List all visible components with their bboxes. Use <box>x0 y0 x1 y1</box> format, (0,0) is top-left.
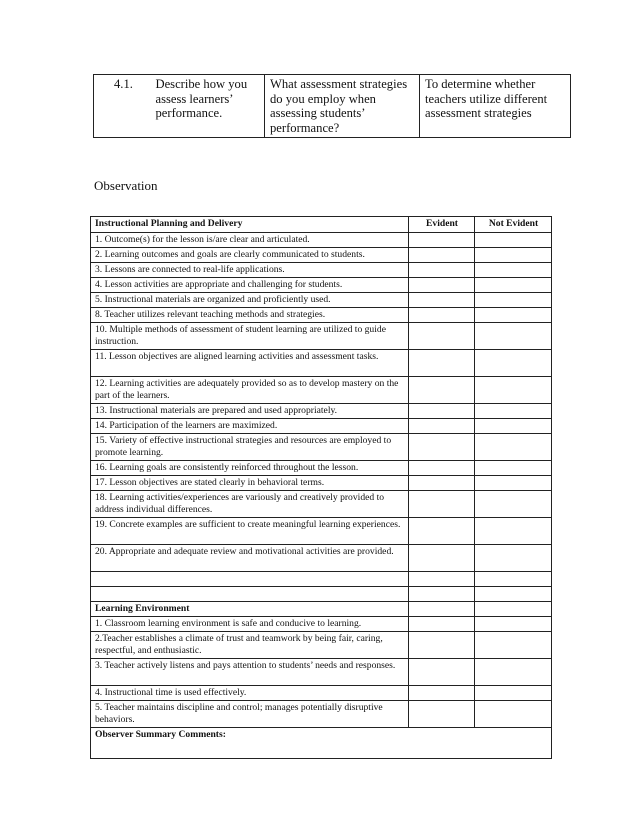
not-evident-cell[interactable] <box>475 404 552 419</box>
evident-cell[interactable] <box>409 617 475 632</box>
planning-item-row <box>91 518 552 545</box>
criterion-text: 2. Learning outcomes and goals are clearly communicated to students. <box>91 248 409 263</box>
evident-cell[interactable] <box>409 518 475 545</box>
criterion-text: 20. Appropriate and adequate review and motivational activities are provided. <box>91 545 409 572</box>
planning-item-row <box>91 323 552 350</box>
not-evident-cell[interactable] <box>475 461 552 476</box>
evident-cell[interactable] <box>409 632 475 659</box>
not-evident-cell[interactable] <box>475 686 552 701</box>
not-evident-cell[interactable] <box>475 617 552 632</box>
evident-cell[interactable] <box>409 476 475 491</box>
planning-item-row <box>91 233 552 248</box>
not-evident-cell[interactable] <box>475 476 552 491</box>
criterion-text: 15. Variety of effective instructional strategies and resources are employed to promote learning. <box>91 434 409 461</box>
planning-item-row <box>91 419 552 434</box>
observation-table <box>90 216 552 759</box>
evident-cell[interactable] <box>409 686 475 701</box>
not-evident-cell[interactable] <box>475 278 552 293</box>
not-evident-header: Not Evident <box>475 217 552 233</box>
planning-item-row <box>91 308 552 323</box>
not-evident-cell[interactable] <box>475 632 552 659</box>
evident-cell[interactable] <box>409 572 475 587</box>
planning-item-row <box>91 278 552 293</box>
assessment-prompt: What assessment strategies do you employ when assessing students’ performance? <box>265 75 420 138</box>
evident-cell[interactable] <box>409 545 475 572</box>
criterion-text: 14. Participation of the learners are maximized. <box>91 419 409 434</box>
environment-title: Learning Environment <box>91 602 409 617</box>
criterion-text: 13. Instructional materials are prepared and used appropriately. <box>91 404 409 419</box>
evident-cell[interactable] <box>409 350 475 377</box>
criterion-text: 1. Classroom learning environment is safe and conducive to learning. <box>91 617 409 632</box>
question-text: Describe how you assess learners’ performance. <box>154 75 265 138</box>
environment-item-row <box>91 617 552 632</box>
not-evident-cell[interactable] <box>475 308 552 323</box>
not-evident-cell[interactable] <box>475 572 552 587</box>
criterion-text: 4. Lesson activities are appropriate and challenging for students. <box>91 278 409 293</box>
evident-cell[interactable] <box>409 434 475 461</box>
not-evident-cell[interactable] <box>475 233 552 248</box>
evident-cell[interactable] <box>409 308 475 323</box>
evident-cell[interactable] <box>409 263 475 278</box>
evident-cell[interactable] <box>409 701 475 728</box>
evident-cell[interactable] <box>409 293 475 308</box>
evident-cell[interactable] <box>409 233 475 248</box>
blank-row <box>91 587 552 602</box>
evident-cell[interactable] <box>409 659 475 686</box>
question-table <box>93 74 571 138</box>
question-number: 4.1. <box>94 75 154 138</box>
evident-cell[interactable] <box>409 404 475 419</box>
planning-item-row <box>91 545 552 572</box>
not-evident-cell[interactable] <box>475 419 552 434</box>
criterion-text: 2.Teacher establishes a climate of trust and teamwork by being fair, caring, respectful, and enthusiastic. <box>91 632 409 659</box>
section-header: Instructional Planning and Delivery <box>91 217 409 233</box>
blank-criterion-cell <box>91 572 409 587</box>
planning-item-row <box>91 461 552 476</box>
blank-row <box>91 572 552 587</box>
environment-item-row <box>91 659 552 686</box>
planning-item-row <box>91 377 552 404</box>
not-evident-cell[interactable] <box>475 545 552 572</box>
not-evident-cell[interactable] <box>475 293 552 308</box>
criterion-text: 11. Lesson objectives are aligned learning activities and assessment tasks. <box>91 350 409 377</box>
evident-cell[interactable] <box>409 323 475 350</box>
purpose-text: To determine whether teachers utilize different assessment strategies <box>420 75 571 138</box>
planning-item-row <box>91 350 552 377</box>
evident-header: Evident <box>409 217 475 233</box>
environment-section-row <box>91 602 552 617</box>
criterion-text: 4. Instructional time is used effectively. <box>91 686 409 701</box>
evident-cell[interactable] <box>409 461 475 476</box>
evident-cell[interactable] <box>409 587 475 602</box>
planning-item-row <box>91 491 552 518</box>
environment-item-row <box>91 701 552 728</box>
observation-title: Observation <box>94 178 158 193</box>
criterion-text: 19. Concrete examples are sufficient to create meaningful learning experiences. <box>91 518 409 545</box>
evident-cell[interactable] <box>409 491 475 518</box>
not-evident-cell[interactable] <box>475 518 552 545</box>
criterion-text: 3. Lessons are connected to real-life applications. <box>91 263 409 278</box>
not-evident-cell[interactable] <box>475 491 552 518</box>
criterion-text: 17. Lesson objectives are stated clearly in behavioral terms. <box>91 476 409 491</box>
planning-item-row <box>91 476 552 491</box>
not-evident-cell[interactable] <box>475 434 552 461</box>
evident-cell[interactable] <box>409 248 475 263</box>
evident-cell[interactable] <box>409 377 475 404</box>
header-row <box>91 217 552 233</box>
criterion-text: 3. Teacher actively listens and pays attention to students’ needs and responses. <box>91 659 409 686</box>
criterion-text: 12. Learning activities are adequately provided so as to develop mastery on the part of the learners. <box>91 377 409 404</box>
criterion-text: 16. Learning goals are consistently reinforced throughout the lesson. <box>91 461 409 476</box>
observer-summary-comments[interactable]: Observer Summary Comments: <box>91 728 552 759</box>
not-evident-cell[interactable] <box>475 350 552 377</box>
evident-cell <box>409 602 475 617</box>
criterion-text: 8. Teacher utilizes relevant teaching methods and strategies. <box>91 308 409 323</box>
criterion-text: 1. Outcome(s) for the lesson is/are clear and articulated. <box>91 233 409 248</box>
evident-cell[interactable] <box>409 278 475 293</box>
not-evident-cell[interactable] <box>475 263 552 278</box>
evident-cell[interactable] <box>409 419 475 434</box>
criterion-text: 10. Multiple methods of assessment of student learning are utilized to guide instruction. <box>91 323 409 350</box>
not-evident-cell[interactable] <box>475 587 552 602</box>
planning-item-row <box>91 293 552 308</box>
not-evident-cell[interactable] <box>475 377 552 404</box>
not-evident-cell[interactable] <box>475 248 552 263</box>
not-evident-cell[interactable] <box>475 659 552 686</box>
summary-row <box>91 728 552 759</box>
criterion-text: 5. Instructional materials are organized and proficiently used. <box>91 293 409 308</box>
not-evident-cell[interactable] <box>475 701 552 728</box>
blank-criterion-cell <box>91 587 409 602</box>
criterion-text: 18. Learning activities/experiences are variously and creatively provided to address individual differences. <box>91 491 409 518</box>
not-evident-cell <box>475 602 552 617</box>
question-row <box>94 75 571 138</box>
environment-item-row <box>91 686 552 701</box>
planning-item-row <box>91 263 552 278</box>
not-evident-cell[interactable] <box>475 323 552 350</box>
planning-item-row <box>91 248 552 263</box>
environment-item-row <box>91 632 552 659</box>
planning-item-row <box>91 404 552 419</box>
criterion-text: 5. Teacher maintains discipline and control; manages potentially disruptive behaviors. <box>91 701 409 728</box>
planning-item-row <box>91 434 552 461</box>
